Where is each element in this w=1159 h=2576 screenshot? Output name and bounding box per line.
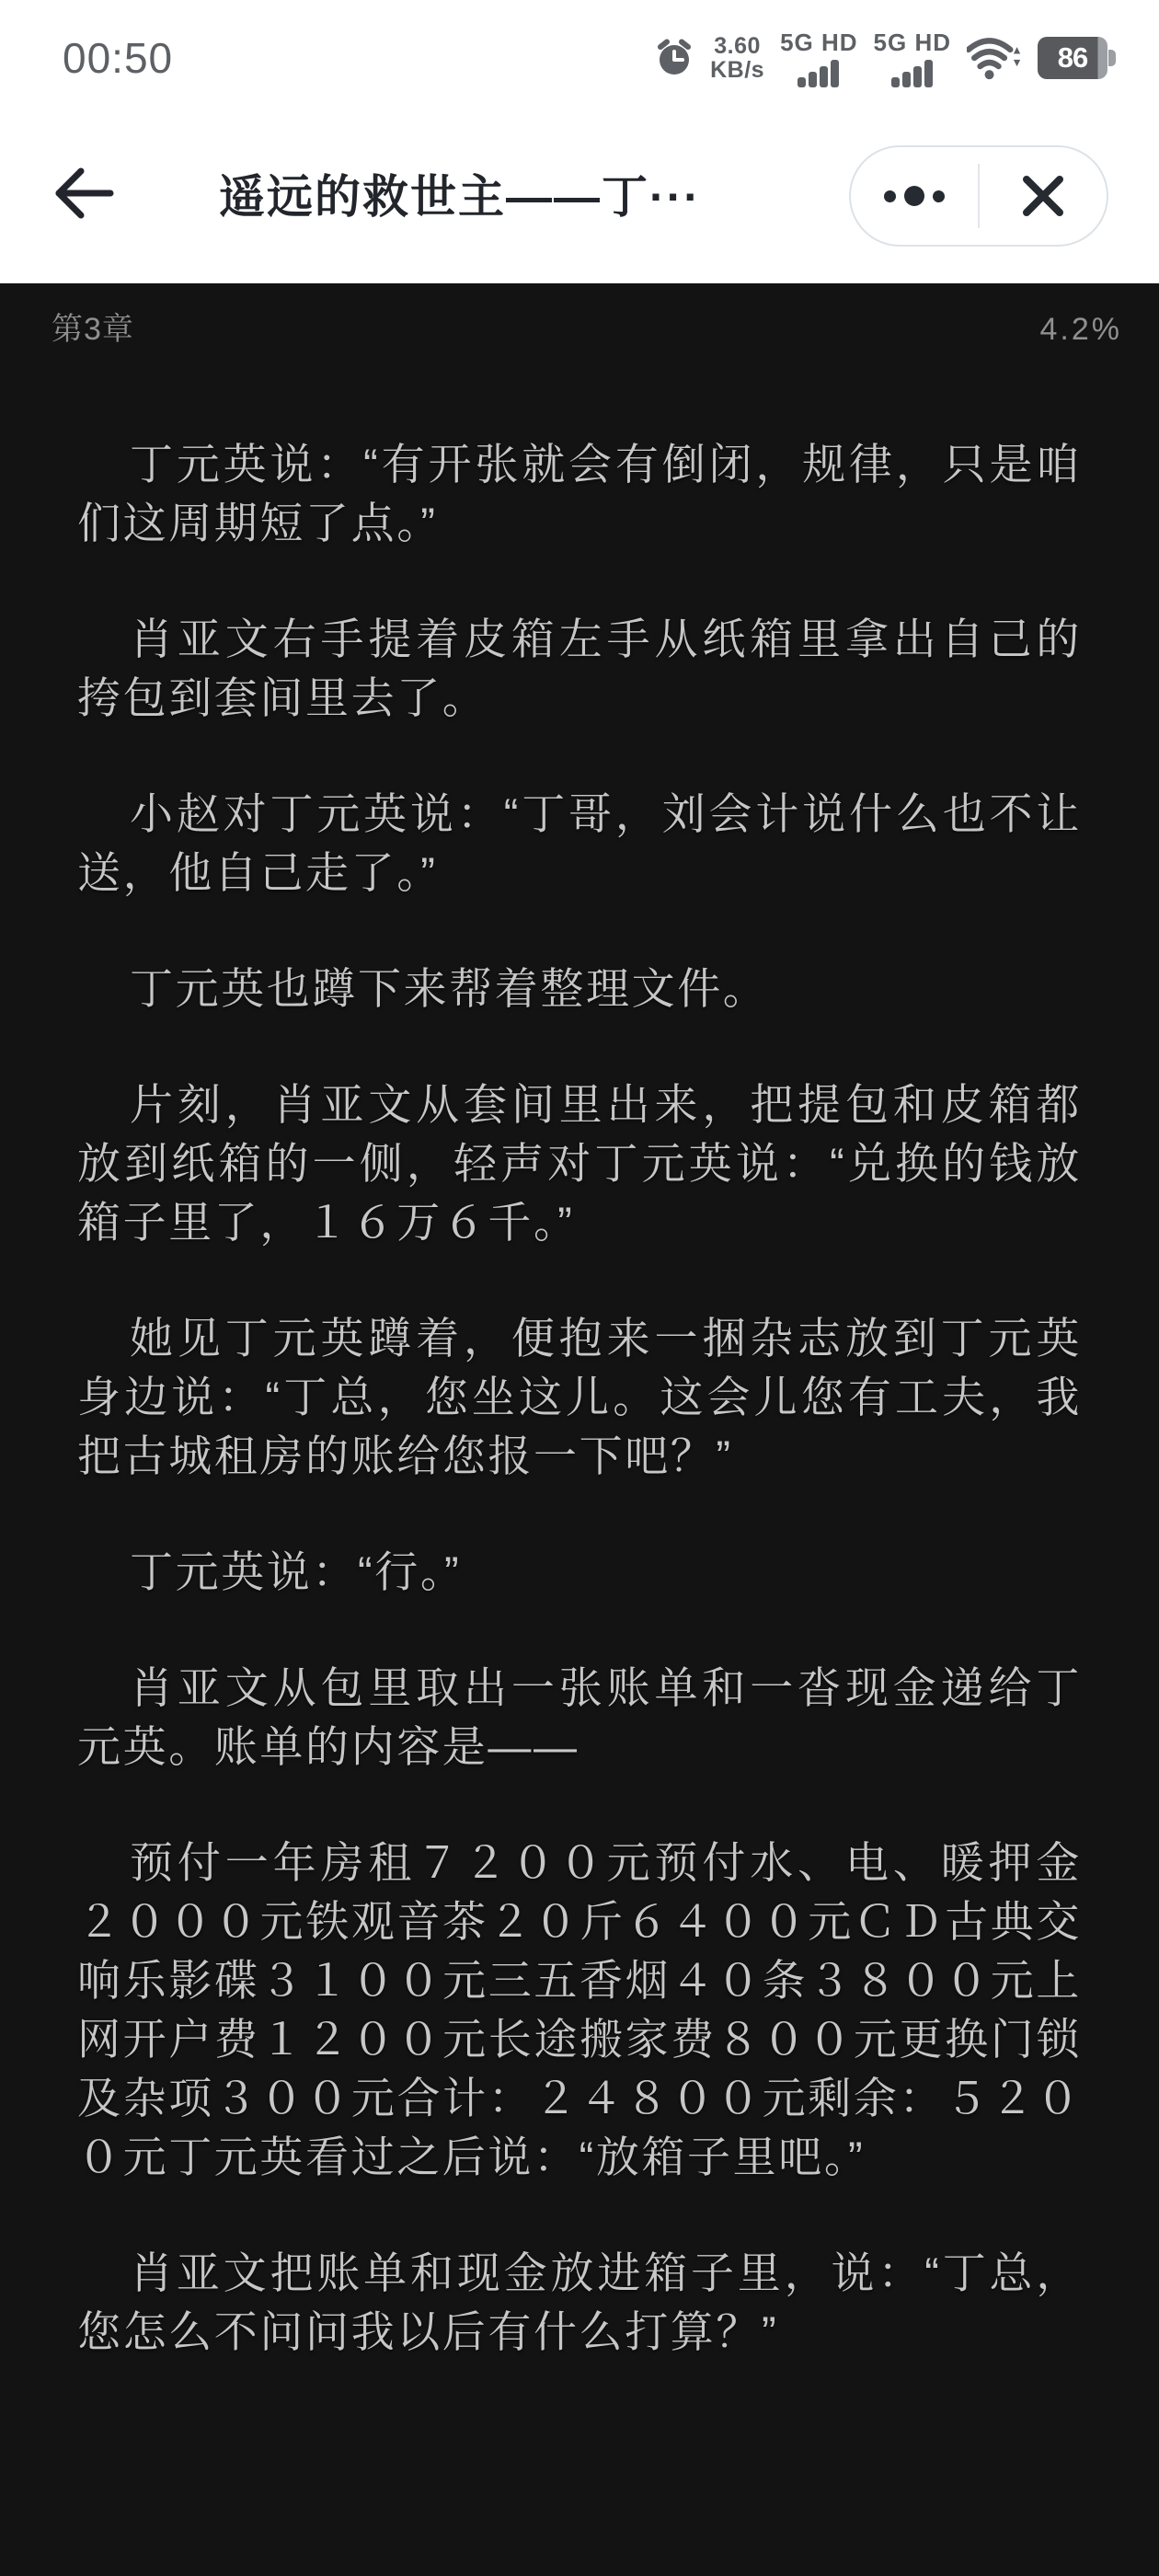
close-button[interactable] bbox=[980, 147, 1107, 245]
battery-percent: 86 bbox=[1057, 41, 1088, 74]
capsule-menu bbox=[849, 145, 1108, 247]
sim2-signal bbox=[874, 29, 951, 87]
chapter-label: 第3章 bbox=[52, 312, 134, 347]
paragraph: 丁元英说：“有开张就会有倒闭，规律，只是咱们这周期短了点。” bbox=[77, 440, 1082, 547]
three-dots-icon bbox=[884, 186, 945, 206]
paragraph: 预付一年房租７２００元预付水、电、暖押金２０００元铁观音茶２０斤６４００元ＣＤ古典交响乐影碟３１００元三五香烟４０条３８００元上网开户费１２００元长途搬家费８００元更换门锁及杂项３００元合计：２４８００元剩余：５２００元丁元英看过之后说：“放箱子里吧。” bbox=[77, 1838, 1082, 2181]
signal-bars-icon bbox=[798, 60, 840, 87]
paragraph: 丁元英说：“行。” bbox=[130, 1547, 462, 1596]
paragraph: 小赵对丁元英说：“丁哥，刘会计说什么也不让送，他自己走了。” bbox=[77, 789, 1082, 897]
wifi-icon bbox=[967, 35, 1022, 81]
sim1-network-label: 5G HD bbox=[780, 29, 858, 56]
sim2-network-label: 5G HD bbox=[873, 29, 951, 56]
network-speed-value: 3.60 bbox=[714, 33, 761, 59]
sim1-signal bbox=[780, 29, 857, 87]
network-speed bbox=[710, 34, 764, 82]
more-button[interactable] bbox=[851, 147, 978, 245]
battery-nub bbox=[1108, 50, 1116, 66]
battery-icon bbox=[1038, 37, 1107, 79]
back-button[interactable] bbox=[46, 156, 120, 230]
paragraph: 肖亚文从包里取出一张账单和一沓现金递给丁元英。账单的内容是—— bbox=[77, 1663, 1082, 1771]
signal-bars-icon bbox=[891, 60, 934, 87]
paragraph: 丁元英也蹲下来帮着整理文件。 bbox=[130, 964, 769, 1013]
reader-header bbox=[0, 283, 1159, 349]
paragraph: 片刻，肖亚文从套间里出来，把提包和皮箱都放到纸箱的一侧，轻声对丁元英说：“兑换的钱放箱子里了，１６万６千。” bbox=[77, 1080, 1082, 1247]
paragraph: 肖亚文把账单和现金放进箱子里，说：“丁总，您怎么不问问我以后有什么打算？” bbox=[77, 2248, 1082, 2356]
alarm-icon bbox=[654, 38, 694, 78]
page-title: 遥远的救世主——丁··· bbox=[219, 171, 701, 223]
paragraph: 肖亚文右手提着皮箱左手从纸箱里拿出自己的挎包到套间里去了。 bbox=[77, 615, 1082, 722]
status-icons bbox=[654, 29, 1115, 87]
paragraph: 她见丁元英蹲着，便抱来一捆杂志放到丁元英身边说：“丁总，您坐这儿。这会儿您有工夫，我把古城租房的账给您报一下吧？” bbox=[77, 1314, 1082, 1480]
progress-label: 4.2% bbox=[1039, 312, 1122, 347]
reader-page[interactable] bbox=[0, 283, 1159, 2576]
network-speed-unit: KB/s bbox=[710, 57, 765, 83]
status-time: 00:50 bbox=[63, 34, 174, 82]
close-icon bbox=[1019, 172, 1067, 220]
nav-bar bbox=[0, 103, 1159, 283]
status-bar bbox=[0, 0, 1159, 103]
paragraphs bbox=[0, 435, 1159, 2362]
